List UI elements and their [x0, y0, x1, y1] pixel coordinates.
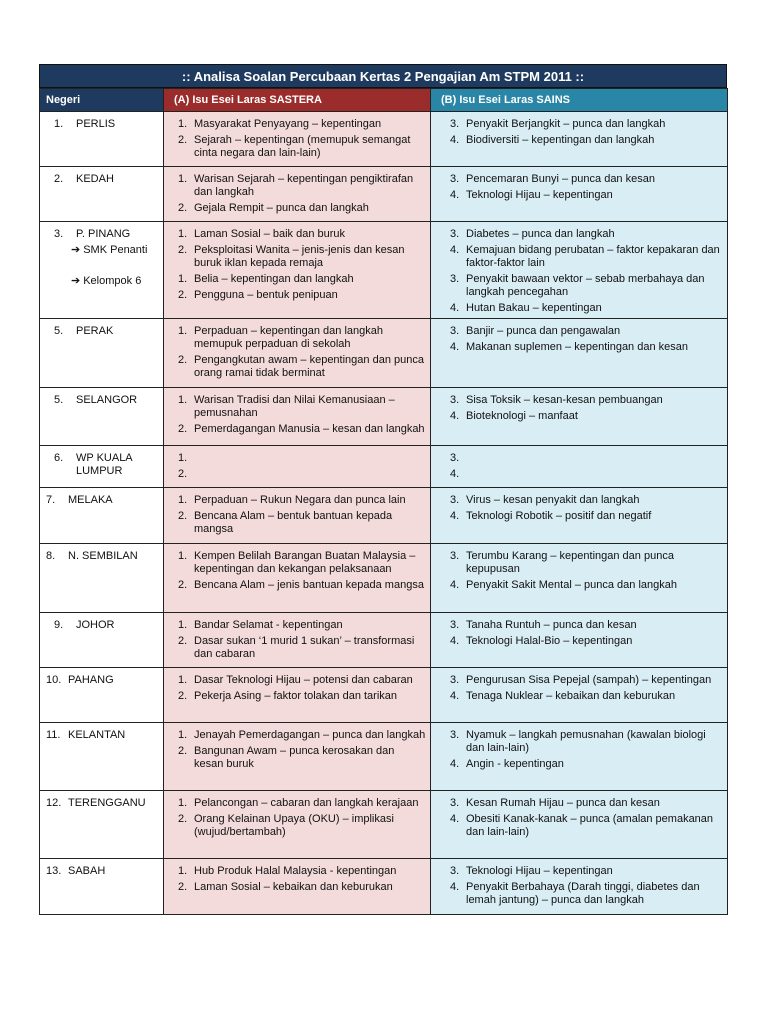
issue-number: 1.: [178, 325, 188, 337]
state-number: 9.: [54, 619, 64, 631]
issue-number: 3.: [450, 273, 460, 285]
sains-issue: [437, 325, 723, 338]
issue-text: Bencana Alam – jenis bantuan kepada mangsa: [194, 579, 424, 591]
school-sub-label: SMK Penanti: [83, 244, 148, 256]
issue-text: Teknologi Hijau – kepentingan: [466, 189, 613, 201]
issue-text: Pelancongan – cabaran dan langkah kerajaan: [194, 797, 419, 809]
sastera-issue: [170, 510, 426, 536]
issue-text: Dasar sukan ‘1 murid 1 sukan’ – transformasi dan cabaran: [194, 635, 415, 660]
issue-text: Makanan suplemen – kepentingan dan kesan: [466, 341, 688, 353]
issue-number: 4.: [450, 690, 460, 702]
sastera-cell: [164, 446, 431, 488]
sains-cell: [431, 388, 728, 446]
issue-text: [466, 452, 723, 465]
sains-issue: [437, 302, 723, 315]
issue-number: 3.: [450, 118, 460, 130]
issue-text: Gejala Rempit – punca dan langkah: [194, 202, 369, 214]
state-name: PERAK: [76, 325, 114, 337]
issue-number: 2.: [178, 881, 188, 893]
sastera-issue: [170, 865, 426, 878]
sains-cell: [431, 791, 728, 859]
issue-number: 3.: [450, 452, 460, 464]
issue-number: 2.: [178, 289, 188, 301]
sains-issue: [437, 635, 723, 648]
issue-text: Kesan Rumah Hijau – punca dan kesan: [466, 797, 660, 809]
issue-number: 1.: [178, 273, 188, 285]
sastera-issue: [170, 468, 426, 481]
issue-text: Bencana Alam – bentuk bantuan kepada mangsa: [194, 510, 393, 535]
sains-cell: [431, 222, 728, 319]
sains-issue: [437, 758, 723, 771]
sastera-issue: [170, 635, 426, 661]
sains-cell: [431, 167, 728, 222]
issue-number: 2.: [178, 579, 188, 591]
issue-number: 1.: [178, 729, 188, 741]
issue-text: Masyarakat Penyayang – kepentingan: [194, 118, 382, 130]
state-name: MELAKA: [68, 494, 113, 506]
sastera-issue: [170, 813, 426, 839]
sastera-cell: [164, 668, 431, 723]
sains-issue: [437, 244, 723, 270]
issue-text: Warisan Tradisi dan Nilai Kemanusiaan – pemusnahan: [194, 394, 395, 419]
sastera-issue: [170, 452, 426, 465]
issue-number: 2.: [178, 813, 188, 825]
sastera-issue: [170, 354, 426, 380]
sains-cell: [431, 668, 728, 723]
sains-cell: [431, 112, 728, 167]
issue-text: Bioteknologi – manfaat: [466, 410, 578, 422]
issue-text: [194, 452, 426, 465]
sastera-issue: [170, 494, 426, 507]
issue-text: Bandar Selamat - kepentingan: [194, 619, 343, 631]
issue-text: Laman Sosial – kebaikan dan keburukan: [194, 881, 393, 893]
sastera-issue: [170, 394, 426, 420]
table-row: [40, 167, 728, 222]
sastera-cell: [164, 544, 431, 613]
header-negeri: Negeri: [40, 89, 164, 112]
sheet-title: :: Analisa Soalan Percubaan Kertas 2 Pengajian Am STPM 2011 ::: [39, 64, 727, 88]
issue-number: 1.: [178, 865, 188, 877]
sastera-cell: [164, 859, 431, 915]
table-row: [40, 319, 728, 388]
sains-issue: [437, 619, 723, 632]
analysis-table: [39, 88, 728, 915]
state-cell: [40, 319, 164, 388]
sains-issue: [437, 865, 723, 878]
issue-text: Orang Kelainan Upaya (OKU) – implikasi (wujud/bertambah): [194, 813, 394, 838]
table-row: [40, 222, 728, 319]
issue-number: 1.: [178, 550, 188, 562]
state-name: SELANGOR: [76, 394, 138, 406]
table-body: [40, 112, 728, 915]
issue-number: 2.: [178, 202, 188, 214]
sains-issue: [437, 341, 723, 354]
sains-issue: [437, 729, 723, 755]
sastera-cell: [164, 112, 431, 167]
issue-number: 4.: [450, 635, 460, 647]
issue-number: 2.: [178, 690, 188, 702]
sains-cell: [431, 319, 728, 388]
state-name: JOHOR: [76, 619, 115, 631]
sastera-issue: [170, 134, 426, 160]
state-number: 5.: [54, 394, 64, 406]
issue-text: Dasar Teknologi Hijau – potensi dan cabaran: [194, 674, 413, 686]
issue-number: 4.: [450, 758, 460, 770]
state-number: 6.: [54, 452, 64, 464]
sains-issue: [437, 228, 723, 241]
table-row: [40, 859, 728, 915]
state-number: 11.: [46, 729, 61, 741]
issue-number: 2.: [178, 354, 188, 366]
issue-text: Penyakit Berbahaya (Darah tinggi, diabetes dan lemah jantung) – punca dan langkah: [466, 881, 700, 906]
issue-number: 1.: [178, 674, 188, 686]
sastera-issue: [170, 619, 426, 632]
sains-issue: [437, 273, 723, 299]
sains-issue: [437, 189, 723, 202]
state-number: 13.: [46, 865, 62, 877]
issue-number: 2.: [178, 134, 188, 146]
sains-issue: [437, 813, 723, 839]
issue-number: 3.: [450, 325, 460, 337]
issue-number: 1.: [178, 394, 188, 406]
issue-number: 2.: [178, 468, 188, 480]
issue-text: Penyakit bawaan vektor – sebab merbahaya dan langkah pencegahan: [466, 273, 705, 298]
state-cell: [40, 222, 164, 319]
issue-number: 3.: [450, 394, 460, 406]
state-name: PAHANG: [68, 674, 114, 686]
issue-text: Pengguna – bentuk penipuan: [194, 289, 338, 301]
issue-text: Virus – kesan penyakit dan langkah: [466, 494, 640, 506]
school-sub-item: [46, 244, 159, 257]
issue-text: Pencemaran Bunyi – punca dan kesan: [466, 173, 655, 185]
state-name: TERENGGANU: [68, 797, 146, 809]
issue-number: 3.: [450, 619, 460, 631]
issue-number: 3.: [450, 729, 460, 741]
sains-cell: [431, 723, 728, 791]
issue-number: 1.: [178, 228, 188, 240]
issue-text: Bangunan Awam – punca kerosakan dan kesan buruk: [194, 745, 395, 770]
table-row: [40, 613, 728, 668]
sains-issue: [437, 550, 723, 576]
issue-text: Penyakit Berjangkit – punca dan langkah: [466, 118, 666, 130]
sastera-cell: [164, 167, 431, 222]
issue-number: 4.: [450, 881, 460, 893]
issue-number: 1.: [178, 494, 188, 506]
sains-issue: [437, 394, 723, 407]
issue-number: 4.: [450, 468, 460, 480]
state-name: KEDAH: [76, 173, 114, 185]
issue-text: Laman Sosial – baik dan buruk: [194, 228, 346, 240]
analysis-sheet: [39, 64, 727, 915]
state-number: 5.: [54, 325, 64, 337]
issue-text: Teknologi Hijau – kepentingan: [466, 865, 613, 877]
sains-issue: [437, 674, 723, 687]
issue-number: 2.: [178, 635, 188, 647]
issue-number: 4.: [450, 244, 460, 256]
sastera-issue: [170, 228, 426, 241]
header-row: [40, 89, 728, 112]
sains-cell: [431, 544, 728, 613]
issue-number: 4.: [450, 302, 460, 314]
issue-text: Pekerja Asing – faktor tolakan dan tarikan: [194, 690, 398, 702]
sains-cell: [431, 488, 728, 544]
arrow-right-icon: ➔: [71, 244, 81, 256]
issue-number: 4.: [450, 510, 460, 522]
sains-issue: [437, 494, 723, 507]
sastera-cell: [164, 613, 431, 668]
state-number: 10.: [46, 674, 62, 686]
sastera-cell: [164, 222, 431, 319]
issue-number: 4.: [450, 410, 460, 422]
issue-text: Angin - kepentingan: [466, 758, 564, 770]
issue-number: 3.: [450, 797, 460, 809]
sastera-cell: [164, 791, 431, 859]
issue-text: Jenayah Pemerdagangan – punca dan langkah: [194, 729, 426, 741]
issue-text: Sejarah – kepentingan (memupuk semangat cinta negara dan lain-lain): [194, 134, 411, 159]
sains-cell: [431, 859, 728, 915]
table-row: [40, 388, 728, 446]
state-number: 12.: [46, 797, 62, 809]
state-cell: [40, 446, 164, 488]
state-cell: [40, 544, 164, 613]
issue-text: Perpaduan – kepentingan dan langkah memupuk perpaduan di sekolah: [194, 325, 383, 350]
state-cell: [40, 488, 164, 544]
issue-number: 4.: [450, 813, 460, 825]
sastera-issue: [170, 423, 426, 436]
issue-text: Kempen Belilah Barangan Buatan Malaysia – kepentingan dan kekangan pelaksanaan: [194, 550, 416, 575]
sains-issue: [437, 118, 723, 131]
issue-number: 3.: [450, 494, 460, 506]
sastera-issue: [170, 797, 426, 810]
sastera-issue: [170, 579, 426, 592]
issue-number: 2.: [178, 510, 188, 522]
state-cell: [40, 668, 164, 723]
issue-number: 4.: [450, 579, 460, 591]
issue-text: Perpaduan – Rukun Negara dan punca lain: [194, 494, 406, 506]
state-name: N. SEMBILAN: [68, 550, 138, 562]
issue-text: Kemajuan bidang perubatan – faktor kepakaran dan faktor-faktor lain: [466, 244, 720, 269]
issue-number: 2.: [178, 745, 188, 757]
sains-issue: [437, 452, 723, 465]
issue-number: 3.: [450, 173, 460, 185]
sains-issue: [437, 134, 723, 147]
issue-text: Warisan Sejarah – kepentingan pengiktirafan dan langkah: [194, 173, 414, 198]
state-cell: [40, 167, 164, 222]
issue-text: Terumbu Karang – kepentingan dan punca kepupusan: [466, 550, 674, 575]
header-sains: (B) Isu Esei Laras SAINS: [431, 89, 728, 112]
state-cell: [40, 723, 164, 791]
issue-text: Hub Produk Halal Malaysia - kepentingan: [194, 865, 397, 877]
issue-text: Banjir – punca dan pengawalan: [466, 325, 621, 337]
issue-number: 4.: [450, 341, 460, 353]
issue-number: 2.: [178, 423, 188, 435]
issue-text: Diabetes – punca dan langkah: [466, 228, 615, 240]
state-number: 1.: [54, 118, 64, 130]
issue-number: 3.: [450, 550, 460, 562]
sains-issue: [437, 410, 723, 423]
state-cell: [40, 859, 164, 915]
sastera-issue: [170, 674, 426, 687]
issue-text: Belia – kepentingan dan langkah: [194, 273, 354, 285]
table-row: [40, 668, 728, 723]
state-cell: [40, 112, 164, 167]
issue-number: 1.: [178, 118, 188, 130]
state-cell: [40, 388, 164, 446]
state-name: PERLIS: [76, 118, 116, 130]
state-name: KELANTAN: [68, 729, 126, 741]
sastera-issue: [170, 729, 426, 742]
state-name: P. PINANG: [76, 228, 131, 240]
sastera-cell: [164, 488, 431, 544]
sastera-issue: [170, 881, 426, 894]
table-row: [40, 723, 728, 791]
table-row: [40, 112, 728, 167]
table-row: [40, 446, 728, 488]
school-sub-item: [46, 275, 159, 288]
issue-number: 4.: [450, 189, 460, 201]
state-number: 3.: [54, 228, 64, 240]
sastera-issue: [170, 173, 426, 199]
issue-text: Teknologi Robotik – positif dan negatif: [466, 510, 652, 522]
state-cell: [40, 613, 164, 668]
issue-number: 3.: [450, 865, 460, 877]
state-name: WP KUALA LUMPUR: [76, 452, 133, 477]
arrow-right-icon: ➔: [71, 275, 81, 287]
sastera-issue: [170, 118, 426, 131]
issue-number: 1.: [178, 452, 188, 464]
issue-text: Obesiti Kanak-kanak – punca (amalan pemakanan dan lain-lain): [466, 813, 714, 838]
sastera-cell: [164, 723, 431, 791]
sastera-issue: [170, 690, 426, 703]
issue-text: Pemerdagangan Manusia – kesan dan langkah: [194, 423, 425, 435]
issue-text: [194, 468, 426, 481]
issue-number: 4.: [450, 134, 460, 146]
school-sub-label: Kelompok 6: [83, 275, 142, 287]
sastera-cell: [164, 319, 431, 388]
sains-issue: [437, 510, 723, 523]
sastera-issue: [170, 325, 426, 351]
sastera-issue: [170, 244, 426, 270]
sastera-issue: [170, 202, 426, 215]
issue-number: 2.: [178, 244, 188, 256]
sains-issue: [437, 468, 723, 481]
sains-cell: [431, 446, 728, 488]
state-number: 2.: [54, 173, 64, 185]
issue-number: 1.: [178, 619, 188, 631]
issue-number: 3.: [450, 228, 460, 240]
table-row: [40, 544, 728, 613]
issue-number: 1.: [178, 797, 188, 809]
state-cell: [40, 791, 164, 859]
issue-text: Hutan Bakau – kepentingan: [466, 302, 602, 314]
sains-issue: [437, 690, 723, 703]
sains-issue: [437, 797, 723, 810]
issue-text: Pengurusan Sisa Pepejal (sampah) – kepentingan: [466, 674, 712, 686]
sains-cell: [431, 613, 728, 668]
sastera-issue: [170, 745, 426, 771]
issue-text: Pengangkutan awam – kepentingan dan punca orang ramai tidak berminat: [194, 354, 424, 379]
issue-number: 1.: [178, 173, 188, 185]
issue-number: 3.: [450, 674, 460, 686]
sastera-cell: [164, 388, 431, 446]
issue-text: Tenaga Nuklear – kebaikan dan keburukan: [466, 690, 676, 702]
issue-text: Tanaha Runtuh – punca dan kesan: [466, 619, 637, 631]
sains-issue: [437, 881, 723, 907]
issue-text: Teknologi Halal-Bio – kepentingan: [466, 635, 633, 647]
sains-issue: [437, 173, 723, 186]
state-number: 7.: [46, 494, 56, 506]
issue-text: Penyakit Sakit Mental – punca dan langkah: [466, 579, 677, 591]
sains-issue: [437, 579, 723, 592]
sastera-issue: [170, 289, 426, 302]
issue-text: Nyamuk – langkah pemusnahan (kawalan biologi dan lain-lain): [466, 729, 706, 754]
state-name: SABAH: [68, 865, 106, 877]
sastera-issue: [170, 550, 426, 576]
header-sastera: (A) Isu Esei Laras SASTERA: [164, 89, 431, 112]
state-number: 8.: [46, 550, 56, 562]
table-row: [40, 791, 728, 859]
issue-text: Biodiversiti – kepentingan dan langkah: [466, 134, 655, 146]
sastera-issue: [170, 273, 426, 286]
table-row: [40, 488, 728, 544]
issue-text: [466, 468, 723, 481]
issue-text: Peksploitasi Wanita – jenis-jenis dan kesan buruk iklan kepada remaja: [194, 244, 405, 269]
issue-text: Sisa Toksik – kesan-kesan pembuangan: [466, 394, 663, 406]
